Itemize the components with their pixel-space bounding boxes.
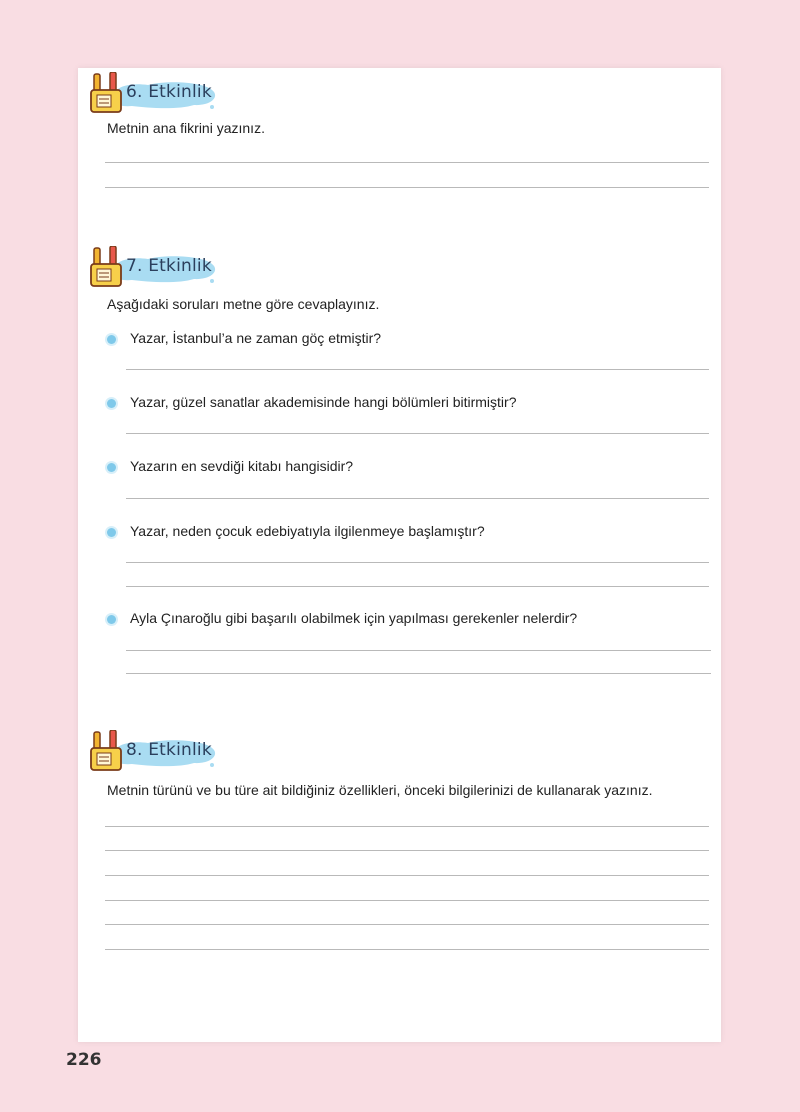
worksheet-page	[78, 68, 721, 1042]
answer-line[interactable]	[105, 826, 709, 827]
activity-8-badge	[88, 730, 218, 774]
bullet-icon	[107, 463, 116, 472]
answer-line[interactable]	[126, 586, 709, 587]
activity-7-title: 7. Etkinlik	[126, 256, 212, 276]
answer-line[interactable]	[105, 162, 709, 163]
answer-line[interactable]	[105, 924, 709, 925]
answer-line[interactable]	[126, 433, 709, 434]
question-text: Yazarın en sevdiği kitabı hangisidir?	[130, 458, 354, 474]
bullet-icon	[107, 615, 116, 624]
answer-line[interactable]	[105, 187, 709, 188]
question-text: Yazar, güzel sanatlar akademisinde hangi bölümleri bitirmiştir?	[130, 394, 517, 410]
activity-7-badge	[88, 246, 218, 290]
answer-line[interactable]	[126, 650, 711, 651]
pencil-cup-icon	[88, 730, 124, 774]
bullet-icon	[107, 335, 116, 344]
pencil-cup-icon	[88, 72, 124, 116]
pencil-cup-icon	[88, 246, 124, 290]
activity-6-badge	[88, 72, 218, 116]
activity-6-title: 6. Etkinlik	[126, 82, 212, 102]
answer-line[interactable]	[126, 562, 709, 563]
activity-7-instruction: Aşağıdaki soruları metne göre cevaplayınız.	[107, 296, 380, 312]
answer-line[interactable]	[105, 949, 709, 950]
activity-8-instruction: Metnin türünü ve bu türe ait bildiğiniz özellikleri, önceki bilgilerinizi de kullanarak yazınız.	[107, 782, 653, 798]
answer-line[interactable]	[105, 850, 709, 851]
answer-line[interactable]	[126, 369, 709, 370]
page-number: 226	[66, 1050, 102, 1070]
activity-8-title: 8. Etkinlik	[126, 740, 212, 760]
answer-line[interactable]	[126, 673, 711, 674]
question-text: Ayla Çınaroğlu gibi başarılı olabilmek için yapılması gerekenler nelerdir?	[130, 610, 578, 626]
bullet-icon	[107, 528, 116, 537]
question-text: Yazar, neden çocuk edebiyatıyla ilgilenmeye başlamıştır?	[130, 523, 485, 539]
answer-line[interactable]	[126, 498, 709, 499]
activity-6-instruction: Metnin ana fikrini yazınız.	[107, 120, 265, 136]
question-text: Yazar, İstanbul’a ne zaman göç etmiştir?	[130, 330, 382, 346]
answer-line[interactable]	[105, 900, 709, 901]
bullet-icon	[107, 399, 116, 408]
answer-line[interactable]	[105, 875, 709, 876]
